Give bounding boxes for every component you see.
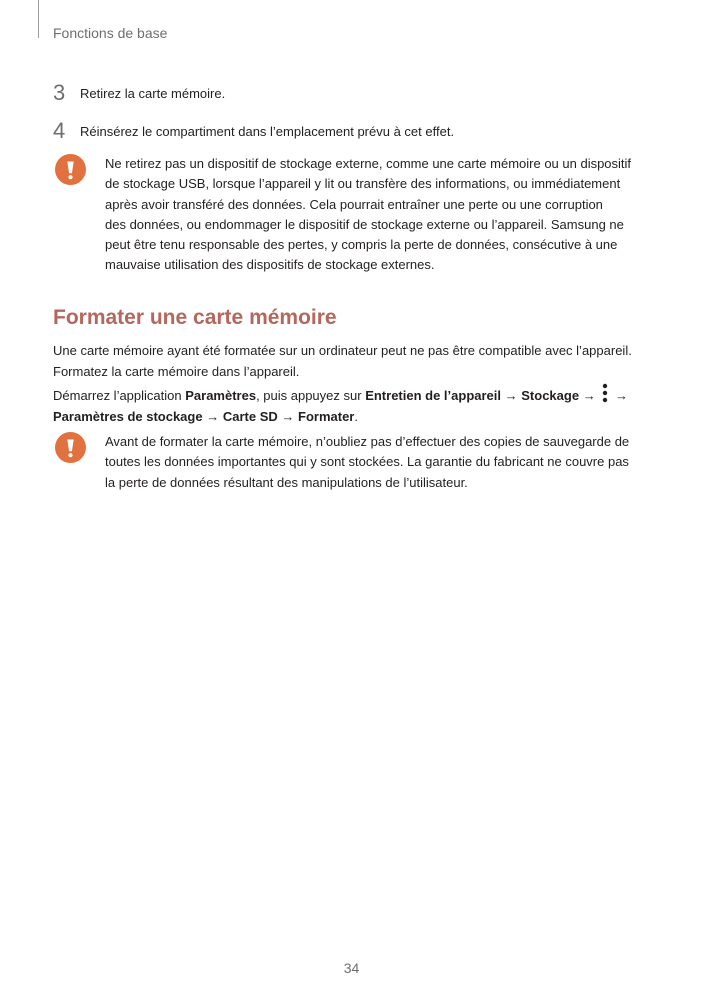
arrow-separator: → [504,388,518,403]
step-text: Réinsérez le compartiment dans l’emplacement prévu à cet effet. [80,124,455,139]
exclamation-circle-icon [55,432,86,463]
step-number: 4 [53,118,66,143]
device-care-menu: Entretien de l’appareil [365,388,502,403]
more-options-icon [601,383,609,403]
exclamation-circle-icon [55,154,86,185]
caution-text [105,432,655,493]
caution-text [105,154,655,276]
arrow-separator: → [582,388,596,403]
step-text: Retirez la carte mémoire. [80,86,226,101]
storage-settings-menu: Paramètres de stockage [53,409,203,424]
instruction-end: . [354,409,358,424]
header-margin-rule [38,0,39,38]
instruction-text: , puis appuyez sur [256,388,366,403]
storage-menu: Stockage [521,388,580,403]
caution-line: après avoir transféré des données. Cela pourrait entraîner une perte ou une corruption [105,196,603,212]
format-option: Formater [298,409,355,424]
header-section-title: Fonctions de base [53,25,168,41]
section-intro [53,340,663,382]
instruction-text: Démarrez l’application [53,388,186,403]
caution-line: peut être tenu responsable des pertes, y compris la perte de données, consécutive à une [105,237,618,253]
intro-line: Une carte mémoire ayant été formatée sur un ordinateur peut ne pas être compatible avec l’appareil. [53,343,632,358]
step-number: 3 [53,80,66,105]
settings-app-name: Paramètres [185,388,257,403]
arrow-separator: → [281,409,295,424]
step-3 [53,80,663,108]
arrow-separator: → [206,409,220,424]
caution-line: de stockage USB, lorsque l’appareil y lit ou transfère des informations, ou immédiatement [105,176,621,192]
caution-line: Avant de formater la carte mémoire, n’oubliez pas d’effectuer des copies de sauvegarde de [105,434,630,449]
sd-card-menu: Carte SD [222,409,278,424]
caution-line: la perte de données résultant des manipulations de l’utilisateur. [105,474,468,490]
step-4 [53,118,663,146]
section-title: Formater une carte mémoire [53,306,337,329]
caution-line: Ne retirez pas un dispositif de stockage externe, comme une carte mémoire ou un dispositif [105,156,632,171]
caution-line: des données, ou endommager le dispositif de stockage externe ou l’appareil. Samsung ne [105,216,624,232]
caution-line: mauvaise utilisation des dispositifs de stockage externes. [105,257,435,273]
caution-line: toutes les données importantes qui y sont stockées. La garantie du fabricant ne couvre pas [105,454,629,470]
page-number: 34 [343,960,360,976]
intro-line: Formatez la carte mémoire dans l’appareil. [53,364,300,379]
format-instruction [53,383,663,427]
arrow-separator: → [614,388,628,403]
